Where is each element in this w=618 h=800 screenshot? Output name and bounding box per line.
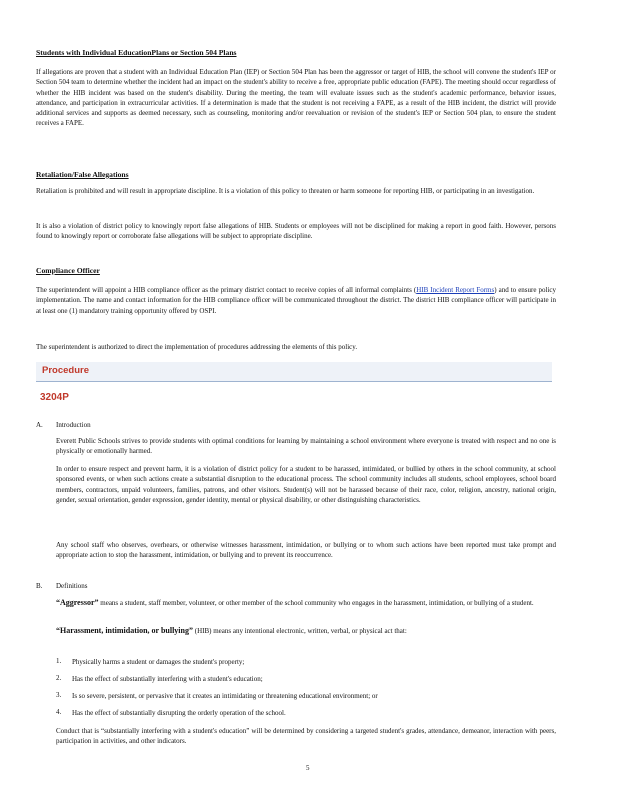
- compliance-paragraph-1: [36, 285, 556, 316]
- section-b-marker: B.: [36, 582, 43, 590]
- compliance-text-before: The superintendent will appoint a HIB compliance officer as the primary district contact to receive copies of all informal complaints (: [36, 286, 417, 294]
- definition-item-text: Is so severe, persistent, or pervasive that it creates an intimidating or threatening educational environment; or: [72, 692, 378, 700]
- procedure-code: 3204P: [40, 392, 69, 403]
- compliance-text-after: ) and to ensure policy implementation. The name and contact information for the HIB compliance officer will be communicated throughout the district. The district HIB compliance officer will participate in at least one (1) mandatory training opportunity offered by OSPI.: [36, 286, 556, 315]
- definition-item-number: 3.: [56, 691, 62, 699]
- hib-text: (HIB) means any intentional electronic, written, verbal, or physical act that:: [194, 627, 407, 635]
- retaliation-paragraph-2: It is also a violation of district policy to knowingly report false allegations of HIB. Students or employees will not be disciplined for making a report in good faith. However, persons found to knowingly report or corroborate false allegations will be subject to appropriate discipline.: [36, 222, 556, 241]
- section-a-title: Introduction: [56, 421, 91, 429]
- aggressor-text: means a student, staff member, volunteer, or other member of the school community who engages in the harassment, intimidation, or bullying of a student.: [100, 599, 534, 607]
- intro-paragraph-3: Any school staff who observes, overhears, or otherwise witnesses harassment, intimidation, or bullying or to whom such actions have been reported must take prompt and appropriate action to stop the harassment, intimidation, or bullying and to prevent its reoccurrence.: [56, 541, 556, 560]
- hib-definition: [56, 626, 556, 636]
- section-b-title: Definitions: [56, 582, 88, 590]
- definition-item-number: 4.: [56, 708, 62, 716]
- section-heading-retaliation: Retaliation/False Allegations: [36, 170, 129, 179]
- section-heading-compliance: Compliance Officer: [36, 266, 100, 275]
- hib-term: “Harassment, intimidation, or bullying”: [56, 626, 193, 635]
- aggressor-definition: [56, 598, 556, 608]
- definition-item-text: Has the effect of substantially disrupting the orderly operation of the school.: [72, 709, 286, 717]
- section-a-marker: A.: [36, 421, 43, 429]
- aggressor-term: “Aggressor”: [56, 598, 99, 607]
- compliance-paragraph-2: The superintendent is authorized to direct the implementation of procedures addressing the elements of this policy.: [36, 343, 358, 351]
- intro-paragraph-1: Everett Public Schools strives to provide students with optimal conditions for learning by maintaining a school environment where everyone is treated with respect and no one is physically or emotionally harmed.: [56, 437, 556, 456]
- hib-incident-report-forms-link[interactable]: HIB Incident Report Forms: [416, 286, 495, 294]
- definition-item-text: Physically harms a student or damages the student's property;: [72, 658, 245, 666]
- definition-item-number: 1.: [56, 657, 62, 665]
- retaliation-paragraph-1: Retaliation is prohibited and will result in appropriate discipline. It is a violation of this policy to threaten or harm someone for reporting HIB, or participating in an investigation.: [36, 187, 535, 195]
- definition-item-text: Has the effect of substantially interfering with a student's education;: [72, 675, 263, 683]
- intro-paragraph-2: In order to ensure respect and prevent harm, it is a violation of district policy for a student to be harassed, intimidated, or bullied by others in the school community, at school sponsored events, or when such actions create a substantial disruption to the educational process. The school community includes all students, school employees, school board members, contractors, unpaid volunteers, families, patrons, and other visitors. Student(s) will not be harassed because of their race, color, religion, ancestry, national origin, gender, sexual orientation, gender expression, gender identity, mental or physical disability, or other distinguishing characteristics.: [56, 465, 556, 504]
- procedure-label: Procedure: [42, 365, 89, 376]
- definition-item-number: 2.: [56, 674, 62, 682]
- conduct-paragraph: Conduct that is “substantially interfering with a student's education” will be determined by considering a targeted student's grades, attendance, demeanor, interaction with peers, participation in activities, and other indicators.: [56, 727, 556, 746]
- iep-paragraph: If allegations are proven that a student with an Individual Education Plan (IEP) or Section 504 Plan has been the aggressor or target of HIB, the school will convene the student's IEP or Section 504 team to determine whether the incident had an impact on the student's ability to receive a free, appropriate public education (FAPE). The meeting should occur regardless of whether the HIB incident was based on the student's disability. During the meeting, the team will evaluate issues such as the student's academic performance, behavior issues, attendance, and participation in extracurricular activities. If a determination is made that the student is not receiving a FAPE, as a result of the HIB incident, the district will provide additional services and supports as deemed necessary, such as counseling, monitoring and/or reevaluation or revision of the student's IEP or Section 504 plan, to ensure the student receives a FAPE.: [36, 68, 556, 128]
- section-heading-iep: Students with Individual EducationPlans or Section 504 Plans: [36, 48, 237, 57]
- page-number: 5: [306, 764, 310, 772]
- procedure-header-bar: [36, 362, 552, 382]
